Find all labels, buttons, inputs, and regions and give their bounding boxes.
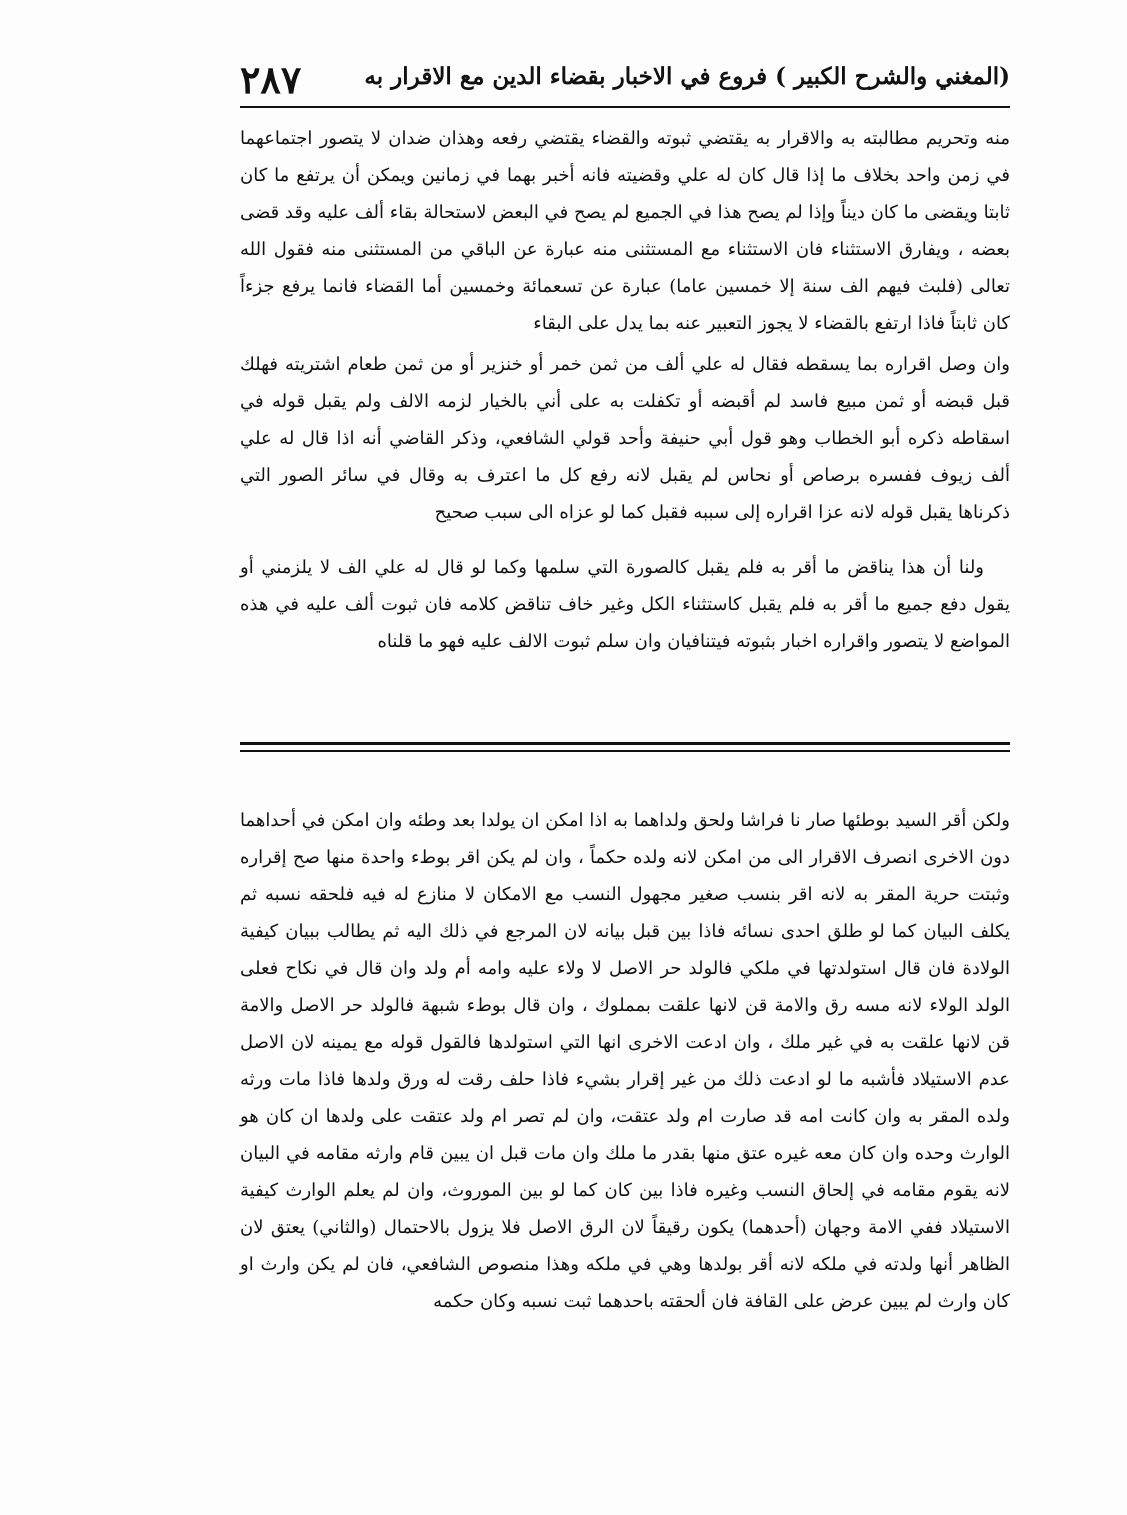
commentary-text bbox=[240, 802, 1010, 1320]
header-rule bbox=[240, 106, 1010, 108]
main-paragraph: ولنا أن هذا يناقض ما أقر به فلم يقبل كالصورة التي سلمها وكما لو قال له علي الف لا يلزمني أو يقول دفع جميع ما أقر به فلم يقبل كاستثناء الكل وغير خاف تناقض كلامه فان ثبوت ألف عليه في هذه المواضع لا يتصور واقراره اخبار بثبوته فيتنافيان وان سلم ثبوت الالف عليه فهو ما قلناه bbox=[240, 557, 1010, 652]
page-header bbox=[240, 55, 1010, 105]
running-title: (المغني والشرح الكبير ) فروع في الاخبار بقضاء الدين مع الاقرار به bbox=[364, 63, 1010, 90]
main-paragraph: منه وتحريم مطالبته به والاقرار به يقتضي ثبوته والقضاء يقتضي رفعه وهذان ضدان لا يتصور اجتماعهما في زمن واحد بخلاف ما إذا قال كان له علي وقضيته فانه أخبر بهما في زمانين ويمكن أن يرتفع ما كان ثابتا ويقضى ما كان ديناً وإذا لم يصح هذا في الجميع لم يصح في البعض لاستحالة بقاء ألف عليه وقد قضى بعضه ، ويفارق الاستثناء فان الاستثناء مع المستثنى منه عبارة عن الباقي من المستثنى منه فقول الله تعالى (فلبث فيهم الف سنة إلا خمسين عاما) عبارة عن تسعمائة وخمسين أما القضاء فانما يرفع جزءاً كان ثابتاً فاذا ارتفع بالقضاء لا يجوز التعبير عنه بما يدل على البقاء bbox=[239, 128, 1010, 334]
commentary-paragraph: ولكن أقر السيد بوطئها صار نا فراشا ولحق ولداهما به اذا امكن ان يولدا بعد وطئه وان امكن في أحداهما دون الاخرى انصرف الاقرار الى من امكن لانه ولده حكماً ، وان لم يكن اقر بوطء واحدة منها صح إقراره وثبتت حرية المقر به لانه اقر بنسب صغير مجهول النسب مع الامكان لا منازع له فيه فلحقه نسبه ثم يكلف البيان كما لو طلق احدى نسائه فاذا بين قبل بيانه لان المرجع في ذلك اليه ثم يطالب ببيان كيفية الولادة فان قال استولدتها في ملكي فالولد حر الاصل لا ولاء عليه وامه أم ولد وان قال في نكاح فعلى الولد الولاء لانه مسه رق والامة قن لانها علقت بمملوك ، وان قال بوطء شبهة فالولد حر الاصل والامة قن لانها علقت به في غير ملك ، وان ادعت الاخرى انها التي استولدها فالقول قوله مع يمينه لان الاصل عدم الاستيلاد فأشبه ما لو ادعت ذلك من غير إقرار بشيء فاذا حلف رقت له ورق ولدها فاذا مات ورثه ولده المقر به وان كانت امه قد صارت ام ولد عتقت، وان لم تصر ام ولد عتقت على ولدها ان كان هو الوارث وحده وان كان معه غيره عتق منها بقدر ما ملك وان مات قبل ان يبين قام وارثه مقامه في البيان لانه يقوم مقامه في إلحاق النسب وغيره فاذا بين كان كما لو بين الموروث، وان لم يعلم الوارث كيفية الاستيلاد ففي الامة وجهان (أحدهما) يكون رقيقاً لان الرق الاصل فلا يزول بالاحتمال (والثاني) يعتق لان الظاهر أنها ولدته في ملكه لانه أقر بولدها وهي في ملكه وهذا منصوص الشافعي، فان لم يكن وارث او كان وارث لم يبين عرض على القافة فان ألحقته باحدهما ثبت نسبه وكان حكمه bbox=[240, 810, 1011, 1312]
page-number: ٢٨٧ bbox=[240, 57, 302, 102]
section-divider-inner bbox=[240, 750, 1010, 752]
main-text bbox=[240, 120, 1010, 660]
main-paragraph: وان وصل اقراره بما يسقطه فقال له علي ألف من ثمن خمر أو خنزير أو من ثمن طعام اشتريته فهلك قبل قبضه أو ثمن مبيع فاسد لم أقبضه أو تكفلت به على أني بالخيار لزمه الالف ولم يقبل قوله في اسقاطه ذكره أبو الخطاب وهو قول أبي حنيفة وأحد قولي الشافعي، وذكر القاضي أنه اذا قال له علي ألف زيوف ففسره برصاص أو نحاس لم يقبل لانه رفع كل ما اعترف به وقال في سائر الصور التي ذكرناها يقبل قوله لانه عزا اقراره إلى سببه فقبل كما لو عزاه الى سبب صحيح bbox=[240, 354, 1010, 523]
section-divider bbox=[240, 742, 1010, 745]
